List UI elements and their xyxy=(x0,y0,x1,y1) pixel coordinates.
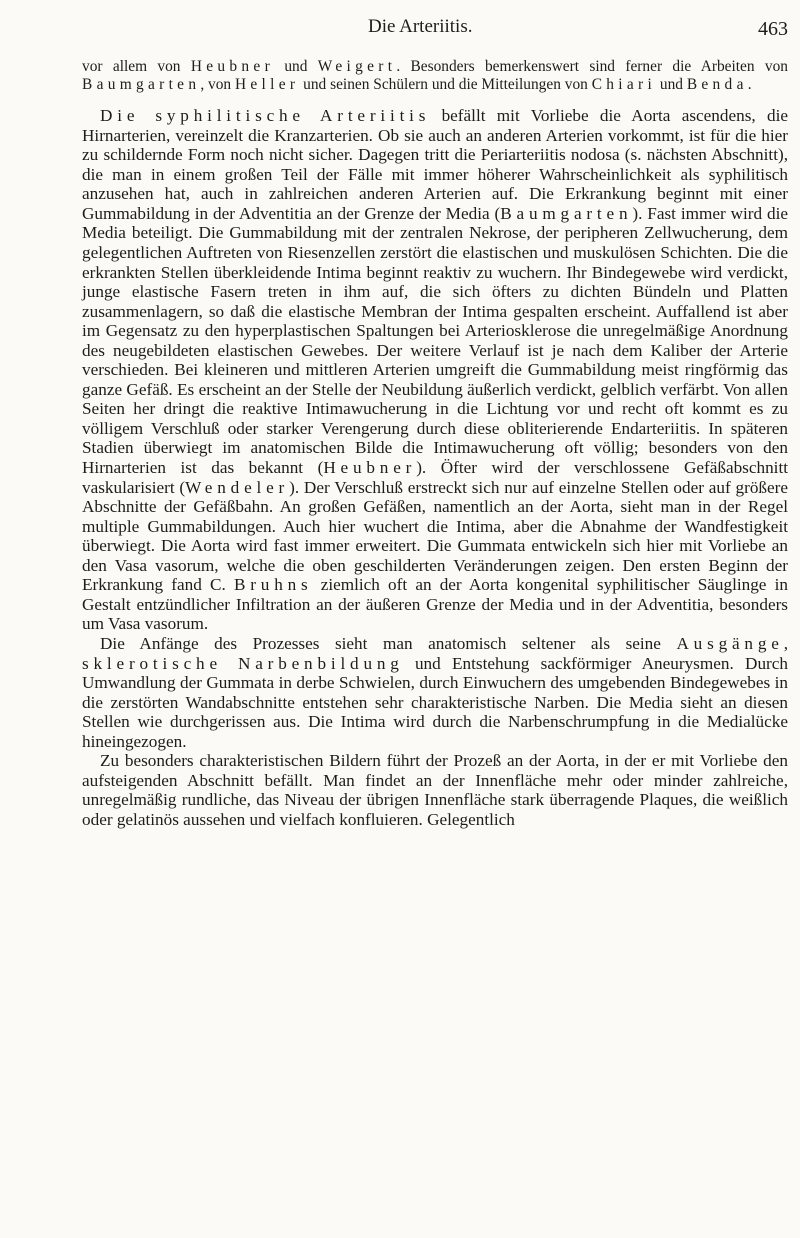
emphasis-term: sklerotische Narbenbildung xyxy=(82,653,404,673)
p2-text-3: und Entstehung sackförmiger Aneurysmen. Durch Umwandlung der Gummata in derbe Schwielen, durch Einwuchern des umgebenden Bindegewebes in die zerstörten Wandabschnitte entstehen sehr charakteristische Narben. Die Media sieht an diesen Stellen wie durchgerissen aus. Die Intima wird durch die Narbenschrumpfung in die Medialücke hineingezogen. xyxy=(82,653,788,751)
page-number: 463 xyxy=(758,18,788,40)
p2-text-1: Die Anfänge des Prozesses sieht man anatomisch seltener als seine xyxy=(100,633,677,653)
p2-text-2: , xyxy=(783,633,788,653)
intro-text-1: vor allem von xyxy=(82,58,191,75)
intro-text-7: . xyxy=(747,75,752,93)
author-name: Baumgarten xyxy=(500,203,633,223)
p1-text-3: ). Öfter wird der verschlossene Gefäßabschnitt vaskularisiert ( xyxy=(82,458,788,497)
intro-paragraph xyxy=(82,58,788,93)
paragraph-syphilitic-arteritis xyxy=(82,106,788,634)
p1-text-5: ziemlich oft an der Aorta kongenital syphilitischer Säuglinge in Gestalt entzündlicher Infiltration an der äußeren Grenze der Media und in der Adventitia, besonders um Vasa vasorum. xyxy=(82,575,788,634)
running-title: Die Arteriitis. xyxy=(368,16,473,37)
author-name: Bruhns xyxy=(233,575,313,595)
paragraph-outcomes xyxy=(82,634,788,751)
section-lead-term: Die syphilitische Arteriitis xyxy=(100,106,431,126)
author-name: Weigert xyxy=(317,58,397,75)
author-name: Heller xyxy=(234,75,300,93)
page-header xyxy=(82,10,788,38)
author-name: Heubner xyxy=(190,58,275,75)
intro-text-5: und seinen Schülern und die Mitteilungen von xyxy=(299,75,592,93)
intro-text-6: und xyxy=(656,75,687,93)
p1-text-1: befällt mit Vorliebe die Aorta ascendens, die Hirnarterien, vereinzelt die Kranzarterien. Ob sie auch an anderen Arterien vorkommt, ist für die hier zu schildernde Form noch nicht sicher. Dagegen tritt die Periarteriitis nodosa (s. nächsten Abschnitt), die man in einem großen Teil der Fälle mit immer höherer Wahrscheinlichkeit als syphilitisch anzusehen hat, auch in zahlreichen anderen Arterien auf. Die Erkrankung beginnt mit einer Gummabildung in der Adventitia an der Grenze der Media ( xyxy=(82,106,789,223)
p1-text-2: ). Fast immer wird die Media beteiligt. Die Gummabildung mit der zentralen Nekrose, der peripheren Zellwucherung, dem gelegentlichen Auftreten von Riesenzellen zerstört die elastischen und muskulösen Schichten. Die die erkrankten Stellen überkleidende Intima beginnt reaktiv zu wuchern. Ihr Bindegewebe wird verdickt, junge elastische Fasern treten in ihm auf, die sich öfters zu dichten Bündeln und Platten zusammenlagern, so daß die elastische Membran der Intima gespalten erscheint. Auffallend ist aber im Gegensatz zu den hyperplastischen Spaltungen bei Arteriosklerose die unregelmäßige Anordnung des neugebildeten elastischen Gewebes. Der weitere Verlauf ist je nach dem Kaliber der Arterie verschieden. Bei kleineren und mittleren Arterien umgreift die Gummabildung meist ringförmig das ganze Gefäß. Es erscheint an der Stelle der Neubildung äußerlich verdickt, gelblich verfärbt. Von allen Seiten her dringt die reaktive Intimawucherung in die Lichtung vor und recht oft kommt es zu völligem Verschluß oder starker Verengerung durch diese obliterierende Endarteriitis. In späteren Stadien überwiegt im anatomischen Bilde die Intimawucherung oft völlig; besonders von den Hirnarterien ist das bekannt ( xyxy=(82,203,789,478)
intro-text-4: , von xyxy=(200,75,235,93)
p3-text-1: Zu besonders charakteristischen Bildern führt der Prozeß an der Aorta, in der er mit Vorliebe den aufsteigenden Abschnitt befällt. Man findet an der Innenfläche mehr oder minder zahlreiche, unregelmäßig rundliche, das Niveau der übrigen Innenfläche stark überragende Plaques, die weißlich oder gelatinös aussehen und vielfach konfluieren. Gelegentlich xyxy=(82,751,788,829)
author-name: Chiari xyxy=(591,75,657,93)
intro-text-3: . Besonders bemerkenswert sind ferner die Arbeiten von xyxy=(396,58,788,75)
body-text xyxy=(82,58,788,829)
emphasis-term: Ausgänge xyxy=(676,633,784,653)
paragraph-aorta xyxy=(82,751,788,829)
author-name: Heubner xyxy=(323,458,417,478)
intro-text-2: und xyxy=(274,58,318,75)
p1-text-4: ). Der Verschluß erstreckt sich nur auf einzelne Stellen oder auf größere Abschnitte der Gefäßbahn. An großen Gefäßen, namentlich an der Aorta, sieht man in der Regel multiple Gummabildungen. Auch hier wuchert die Intima, aber die Abnahme der Wandfestigkeit überwiegt. Die Aorta wird fast immer erweitert. Die Gummata entwickeln sich hier mit Vorliebe an den Vasa vasorum, welche die oben geschilderten Veränderungen zeigen. Den ersten Beginn der Erkrankung fand C. xyxy=(82,477,788,595)
author-name: Benda xyxy=(686,75,748,93)
author-name: Wendeler xyxy=(185,477,290,497)
author-name: Baumgarten xyxy=(82,75,201,93)
